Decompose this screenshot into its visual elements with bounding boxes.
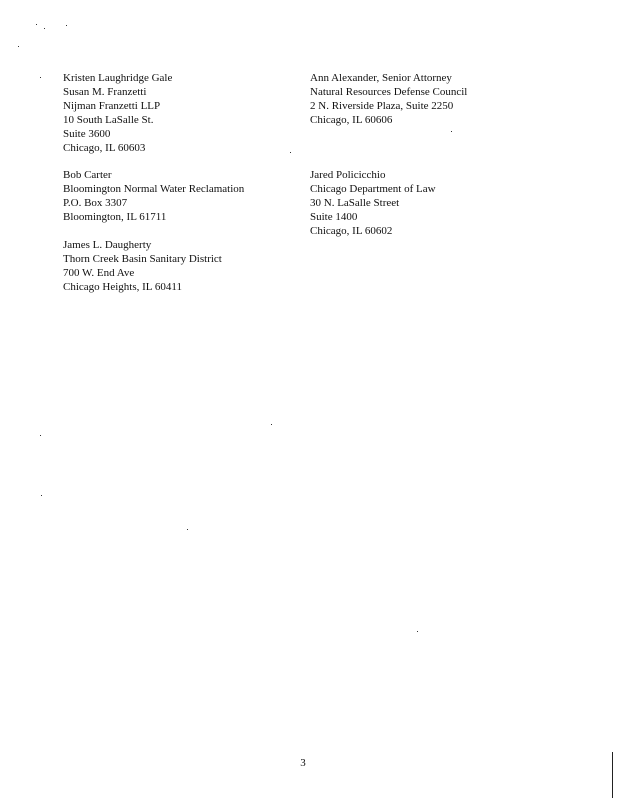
scan-speck <box>451 131 452 132</box>
address-line: Chicago Heights, IL 60411 <box>63 281 182 293</box>
address-line: P.O. Box 3307 <box>63 197 128 209</box>
address-line: James L. Daugherty <box>63 239 152 251</box>
scan-speck <box>18 46 19 47</box>
address-line: Jared Policicchio <box>310 169 386 181</box>
scan-edge-line <box>612 752 613 798</box>
address-line: Nijman Franzetti LLP <box>63 100 161 112</box>
scan-speck <box>417 631 418 632</box>
address-line: Suite 1400 <box>310 211 358 223</box>
address-line: Bloomington, IL 61711 <box>63 211 167 223</box>
scan-speck <box>36 24 37 25</box>
scan-speck <box>44 28 45 29</box>
address-line: Chicago, IL 60606 <box>310 114 393 126</box>
scan-speck <box>40 77 41 78</box>
scan-speck <box>187 529 188 530</box>
address-block-alexander <box>310 71 467 127</box>
address-line: 2 N. Riverside Plaza, Suite 2250 <box>310 100 454 112</box>
scan-speck <box>290 152 291 153</box>
address-line: Natural Resources Defense Council <box>310 86 468 98</box>
address-line: Bob Carter <box>63 169 112 181</box>
address-line: Suite 3600 <box>63 128 111 140</box>
address-block-carter <box>63 168 244 224</box>
page-number: 3 <box>300 757 306 769</box>
address-line: Bloomington Normal Water Reclamation <box>63 183 245 195</box>
address-line: Thorn Creek Basin Sanitary District <box>63 253 222 265</box>
address-line: Chicago Department of Law <box>310 183 436 195</box>
scan-speck <box>66 25 67 26</box>
address-line: 700 W. End Ave <box>63 267 135 279</box>
address-block-daugherty <box>63 238 222 294</box>
address-line: 30 N. LaSalle Street <box>310 197 400 209</box>
scan-speck <box>271 424 272 425</box>
address-block-policicchio <box>310 168 436 238</box>
address-line: Susan M. Franzetti <box>63 86 147 98</box>
address-line: Chicago, IL 60602 <box>310 225 393 237</box>
scan-speck <box>41 495 42 496</box>
scan-speck <box>40 435 41 436</box>
address-line: Ann Alexander, Senior Attorney <box>310 72 452 84</box>
address-line: 10 South LaSalle St. <box>63 114 154 126</box>
address-line: Chicago, IL 60603 <box>63 142 146 154</box>
address-block-gale-franzetti <box>63 71 172 155</box>
address-line: Kristen Laughridge Gale <box>63 72 173 84</box>
